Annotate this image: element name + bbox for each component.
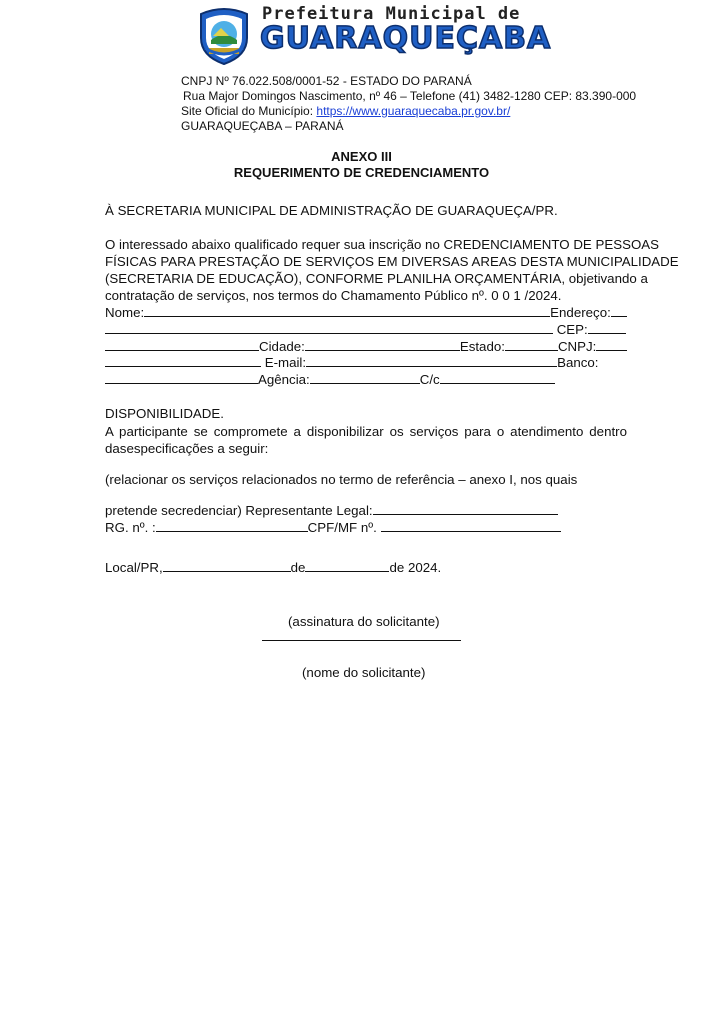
form-row-cep bbox=[105, 322, 626, 337]
cnpj-label: CNPJ: bbox=[557, 339, 597, 354]
form-row-cidade bbox=[105, 339, 627, 354]
estado-line[interactable] bbox=[505, 340, 558, 351]
cpf-line[interactable] bbox=[381, 521, 561, 532]
municipal-crest-logo bbox=[193, 4, 255, 66]
site-line bbox=[181, 104, 510, 118]
cc-line[interactable] bbox=[440, 373, 555, 384]
cidade-label: Cidade: bbox=[259, 339, 305, 354]
signature-line[interactable] bbox=[262, 640, 461, 641]
pretende-text: pretende secredenciar) Representante Legal: bbox=[105, 503, 373, 518]
cidade-line[interactable] bbox=[305, 340, 460, 351]
representante-line[interactable] bbox=[373, 504, 558, 515]
pre-agencia-line[interactable] bbox=[105, 373, 258, 384]
local-date-row bbox=[105, 560, 441, 575]
pre-cidade-line[interactable] bbox=[105, 340, 259, 351]
endereco-label: Endereço: bbox=[550, 305, 611, 320]
banco-label: Banco: bbox=[557, 355, 599, 370]
commit-line-1: A participante se compromete a disponibilizar os serviços para o atendimento dentro bbox=[105, 424, 627, 439]
form-row-agencia bbox=[105, 372, 555, 387]
month-line[interactable] bbox=[305, 561, 389, 572]
city-line: GUARAQUEÇABA – PARANÁ bbox=[181, 119, 344, 133]
nome-label: Nome: bbox=[105, 305, 145, 320]
pre-email-line[interactable] bbox=[105, 356, 261, 367]
intro-line-1: O interessado abaixo qualificado requer sua inscrição no CREDENCIAMENTO DE PESSOAS bbox=[105, 237, 660, 252]
cnpj-line[interactable] bbox=[596, 340, 627, 351]
relacionar-text: (relacionar os serviços relacionados no termo de referência – anexo I, nos quais bbox=[105, 472, 578, 487]
brand-title: GUARAQUEÇABA bbox=[260, 21, 552, 56]
local-line[interactable] bbox=[163, 561, 291, 572]
signature-caption: (assinatura do solicitante) bbox=[288, 614, 440, 629]
document-title: REQUERIMENTO DE CREDENCIAMENTO bbox=[233, 165, 490, 180]
rg-label: RG. nº. : bbox=[105, 520, 156, 535]
agencia-label: Agência: bbox=[258, 372, 310, 387]
de-label-1: de bbox=[290, 560, 306, 575]
brand-subtitle: Prefeitura Municipal de bbox=[262, 4, 521, 24]
local-label: Local/PR, bbox=[105, 560, 163, 575]
addressee: À SECRETARIA MUNICIPAL DE ADMINISTRAÇÃO DE GUARAQUEÇA/PR. bbox=[105, 203, 558, 218]
rg-line[interactable] bbox=[156, 521, 308, 532]
disponibilidade-heading: DISPONIBILIDADE. bbox=[105, 406, 224, 421]
email-line[interactable] bbox=[306, 356, 557, 367]
rg-cpf-row bbox=[105, 520, 561, 535]
estado-label: Estado: bbox=[459, 339, 505, 354]
intro-line-2: FÍSICAS PARA PRESTAÇÃO DE SERVIÇOS EM DIVERSAS AREAS DESTA MUNICIPALIDADE bbox=[105, 254, 679, 269]
site-link[interactable]: https://www.guaraquecaba.pr.gov.br/ bbox=[316, 104, 511, 118]
address-line: Rua Major Domingos Nascimento, nº 46 – Telefone (41) 3482-1280 CEP: 83.390-000 bbox=[183, 89, 637, 103]
representante-row bbox=[105, 503, 558, 518]
endereco-line[interactable] bbox=[611, 306, 627, 317]
cc-label: C/c bbox=[419, 372, 440, 387]
intro-line-3: (SECRETARIA DE EDUCAÇÃO), CONFORME PLANILHA ORÇAMENTÁRIA, objetivando a bbox=[105, 271, 648, 286]
form-row-nome bbox=[105, 305, 627, 320]
agencia-line[interactable] bbox=[310, 373, 420, 384]
cpf-label: CPF/MF nº. bbox=[307, 520, 377, 535]
nome-line[interactable] bbox=[144, 306, 550, 317]
cep-label: CEP: bbox=[556, 322, 588, 337]
email-label: E-mail: bbox=[264, 355, 307, 370]
year-label: de 2024. bbox=[389, 560, 442, 575]
commit-line-2: dasespecificações a seguir: bbox=[105, 441, 269, 456]
annex-label: ANEXO III bbox=[331, 149, 392, 164]
cep-line[interactable] bbox=[588, 323, 626, 334]
form-row-email bbox=[105, 355, 598, 370]
intro-line-4: contratação de serviços, nos termos do Chamamento Público nº. 0 0 1 /2024. bbox=[105, 288, 562, 303]
cnpj-line: CNPJ Nº 76.022.508/0001-52 - ESTADO DO PARANÁ bbox=[181, 74, 472, 88]
endereco-continuation-line[interactable] bbox=[105, 323, 553, 334]
site-label: Site Oficial do Município: bbox=[181, 104, 314, 118]
name-caption: (nome do solicitante) bbox=[302, 665, 426, 680]
